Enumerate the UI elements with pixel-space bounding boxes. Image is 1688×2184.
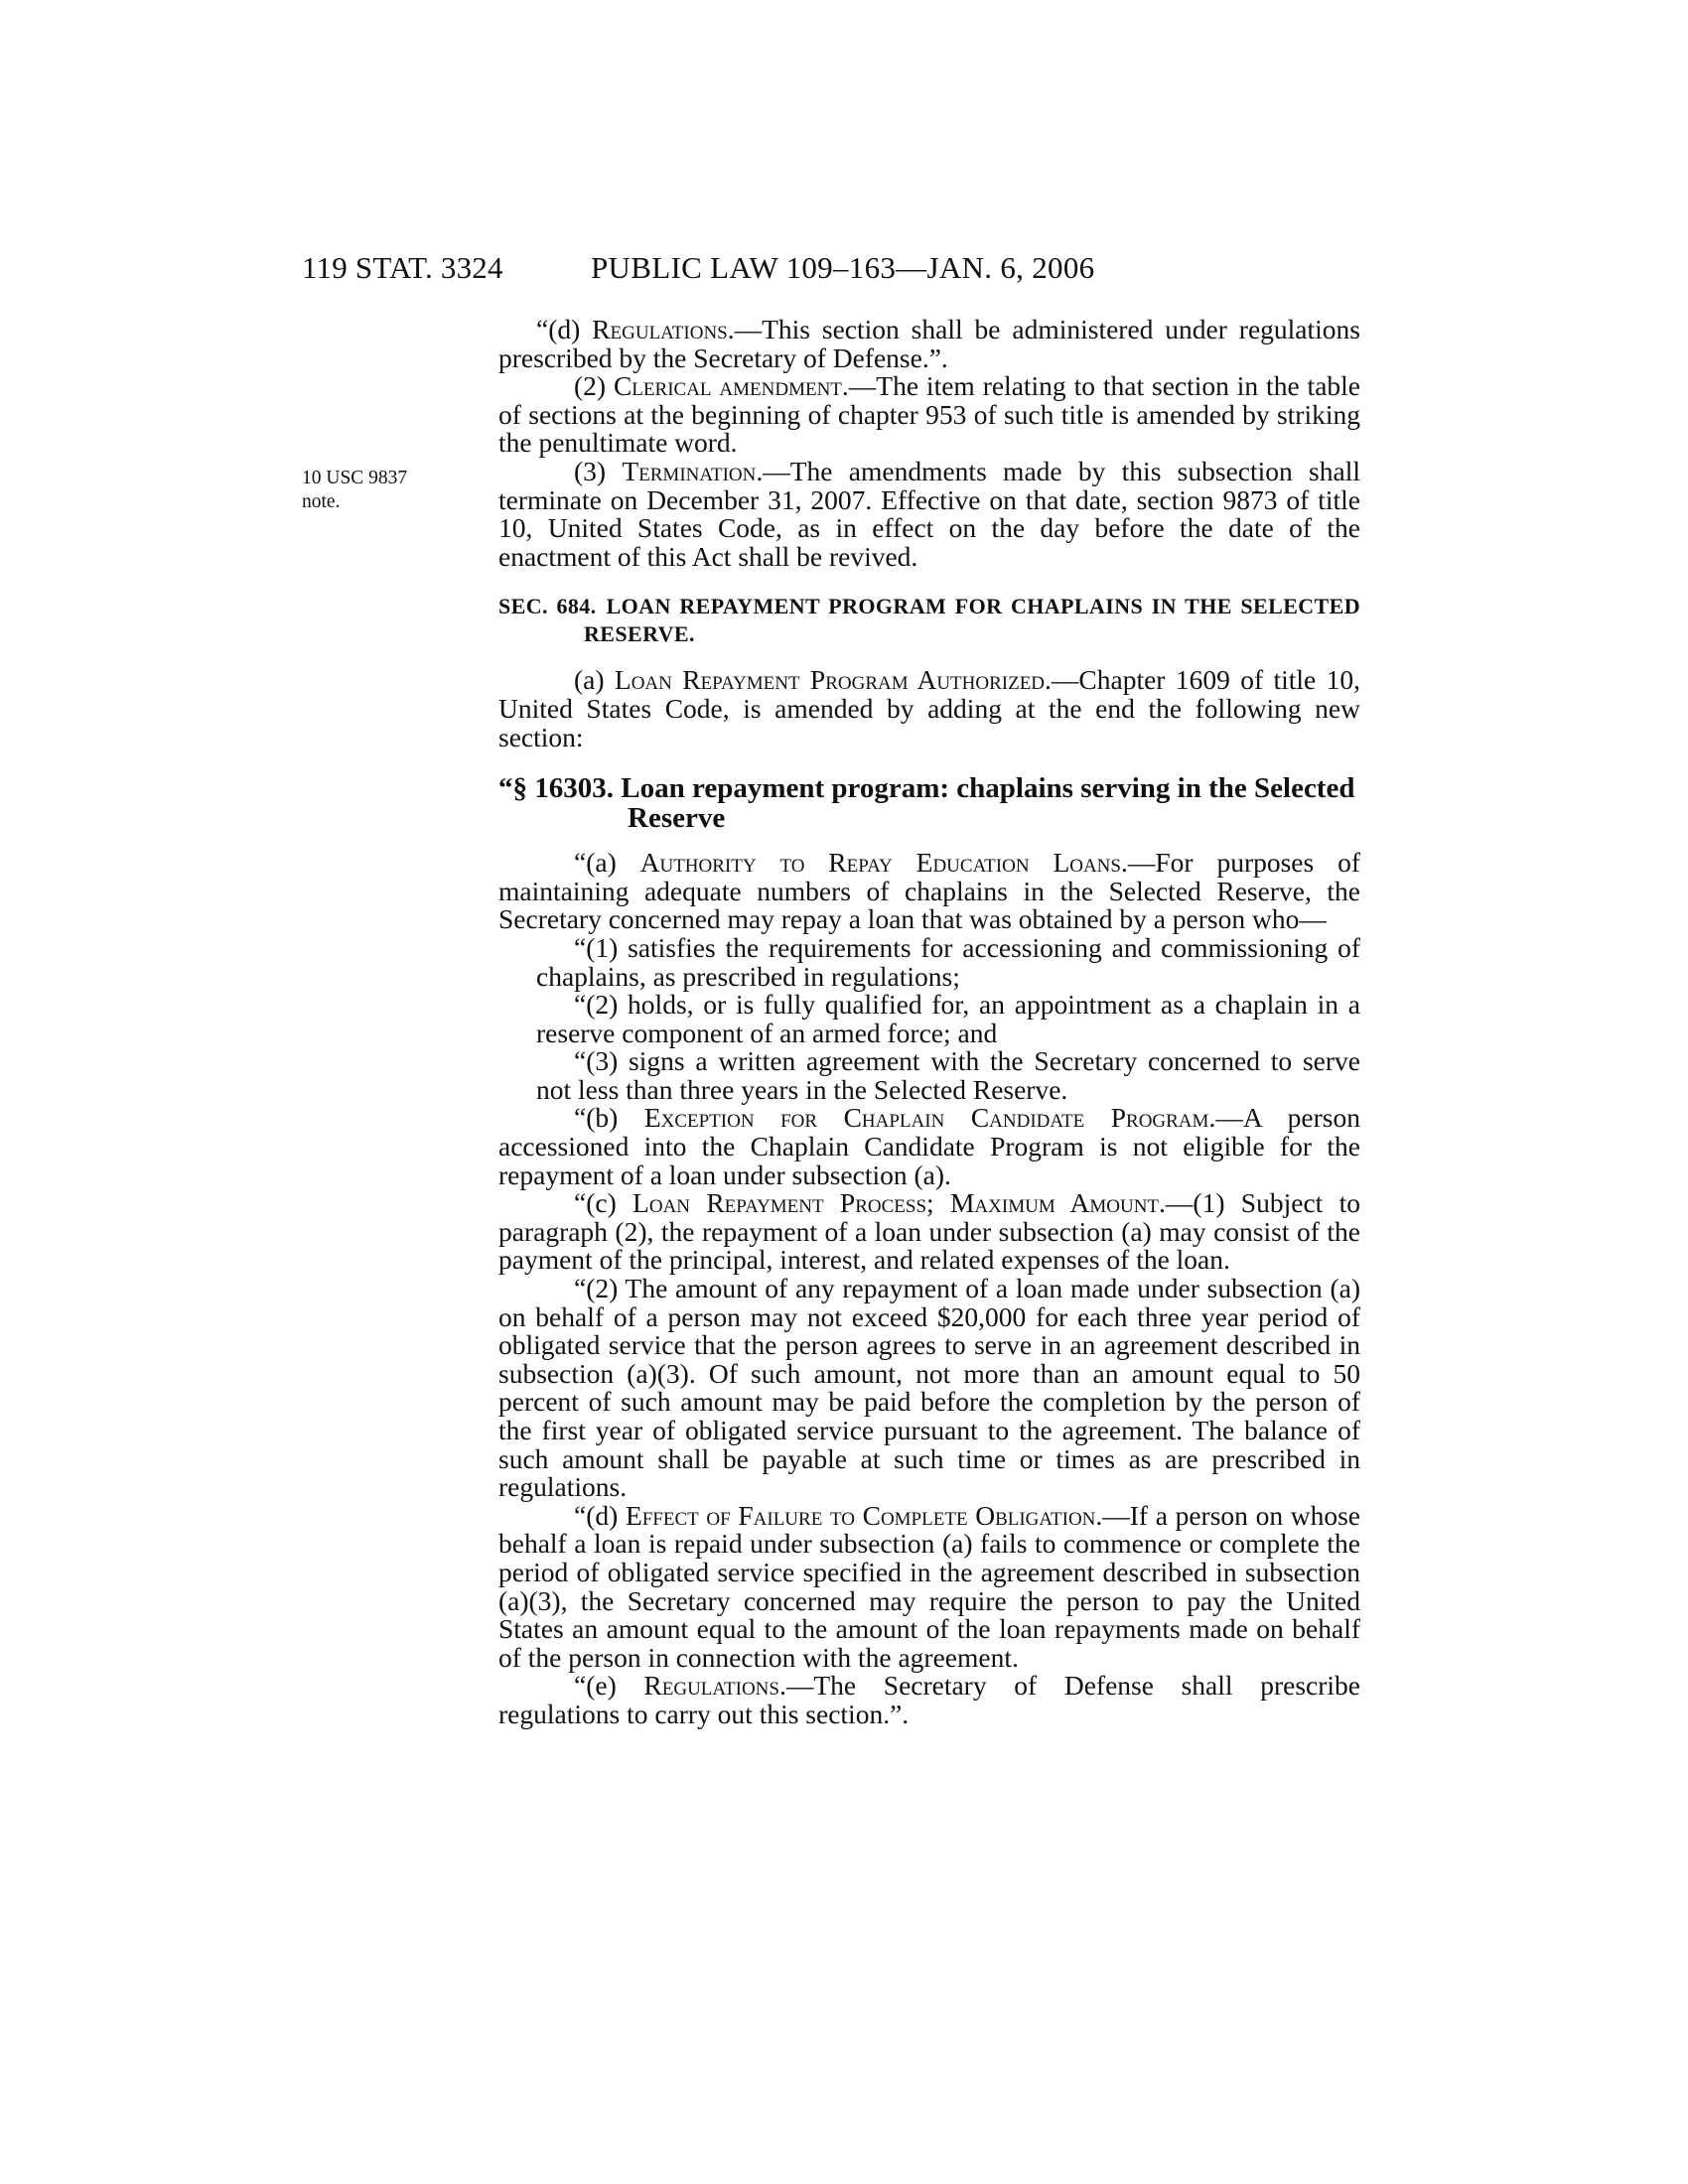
body-text [498, 316, 1360, 1729]
clause-3: “(3) signs a written agreement with the Secretary concerned to serve not less than three years in the Selected Reserve. [536, 1045, 1360, 1105]
paragraph-a-program-authorized: (a) Loan Repayment Program Authorized.—Chapter 1609 of title 10, United States Code, is amended by adding at the end the following new section: [498, 664, 1360, 752]
paragraph-heading: Regulations. [643, 1670, 786, 1702]
paragraph-heading: Loan Repayment Program Authorized. [614, 664, 1052, 696]
section-heading-684 [498, 593, 1360, 648]
paragraph-termination: (3) Termination.—The amendments made by this subsection shall terminate on December 31, 2007. Effective on that date, section 9873 of title 10, United States Code, as in effect on the day before the date of the enactment of this Act shall be revived. [498, 455, 1360, 572]
paragraph-clerical-amendment: (2) Clerical amendment.—The item relating to that section in the table of sections at the beginning of chapter 953 of such title is amended by striking the penultimate word. [498, 370, 1360, 459]
paragraph-d-failure: “(d) Effect of Failure to Complete Obligation.—If a person on whose behalf a loan is repaid under subsection (a) fails to commence or complete the period of obligated service specified in the agreement described in subsection (a)(3), the Secretary concerned may require the person to pay the United States an amount equal to the amount of the loan repayments made on behalf of the person in connection with the agreement. [498, 1499, 1360, 1673]
paragraph-heading: Effect of Failure to Complete Obligation. [625, 1499, 1103, 1531]
section-number: SEC. 684. [498, 594, 597, 619]
running-header-title: PUBLIC LAW 109–163—JAN. 6, 2006 [591, 250, 1095, 285]
clause-1: “(1) satisfies the requirements for accessioning and commissioning of chaplains, as prescribed in regulations; [536, 931, 1360, 992]
paragraph-heading: Exception for Chaplain Candidate Program. [643, 1102, 1216, 1134]
paragraph-c-2-amount: “(2) The amount of any repayment of a loan made under subsection (a) on behalf of a person may not exceed $20,000 for each three year period of obligated service that the person agrees to serve in an agreement described in subsection (a)(3). Of such amount, not more than an amount equal to 50 percent of such amount may be paid before the completion by the person of the first year of obligated service pursuant to the agreement. The balance of such amount shall be payable at such time or times as are prescribed in regulations. [498, 1273, 1360, 1503]
clause-2: “(2) holds, or is fully qualified for, an appointment as a chaplain in a reserve component of an armed force; and [536, 989, 1360, 1048]
paragraph-e-regulations: “(e) Regulations.—The Secretary of Defense shall prescribe regulations to carry out this section.”. [498, 1670, 1360, 1729]
paragraph-d-regulations: “(d) Regulations.—This section shall be administered under regulations prescribed by the Secretary of Defense.”. [498, 314, 1360, 373]
paragraph-heading: Clerical amendment. [613, 370, 849, 402]
margin-note-line-1: 10 USC 9837 [302, 468, 408, 488]
paragraph-heading: Loan Repayment Process; Maximum Amount. [633, 1187, 1166, 1219]
paragraph-heading: Termination. [622, 455, 764, 486]
paragraph-b-exception: “(b) Exception for Chaplain Candidate Program.—A person accessioned into the Chaplain Candidate Program is not eligible for the repayment of a loan under subsection (a). [498, 1102, 1360, 1190]
section-title: LOAN REPAYMENT PROGRAM FOR CHAPLAINS IN THE SELECTED RESERVE. [584, 594, 1360, 647]
margin-note-line-2: note. [302, 491, 341, 512]
paragraph-a-authority: “(a) Authority to Repay Education Loans.—For purposes of maintaining adequate numbers of chaplains in the Selected Reserve, the Secretary concerned may repay a loan that was obtained by a person who— [498, 847, 1360, 935]
paragraph-c-repayment-process: “(c) Loan Repayment Process; Maximum Amount.—(1) Subject to paragraph (2), the repayment of a loan under subsection (a) may consist of the payment of the principal, interest, and related expenses of the loan. [498, 1187, 1360, 1276]
statute-page-number: 119 STAT. 3324 [302, 250, 503, 285]
paragraph-heading: Regulations. [592, 314, 735, 344]
new-section-heading: “§ 16303. Loan repayment program: chaplains serving in the Selected Reserve [498, 772, 1355, 835]
margin-note [302, 467, 407, 514]
paragraph-heading: Authority to Repay Education Loans. [639, 847, 1128, 879]
